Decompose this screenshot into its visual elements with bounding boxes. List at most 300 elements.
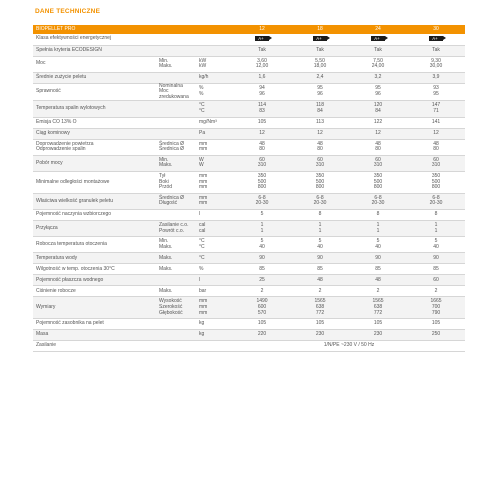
parameter-label-line: Wymiary: [36, 303, 56, 310]
table-row: [33, 264, 465, 275]
value-cell: [233, 155, 291, 171]
energy-class-badge: A+: [313, 36, 327, 41]
parameter-label-line: Sprawność: [36, 88, 61, 95]
value-cell-line: 350: [431, 173, 441, 180]
parameter-unit-line: mg/Nm³: [199, 118, 217, 125]
value-cell-line: 60: [259, 156, 265, 163]
value-cell: [291, 275, 349, 286]
value-cell: [407, 128, 465, 139]
model-column-header: 30: [407, 25, 465, 34]
parameter-label: [33, 319, 157, 330]
value-cell: [407, 56, 465, 72]
value-cell: [407, 83, 465, 101]
value-cell-line: 20-30: [429, 200, 443, 207]
value-cell: [349, 237, 407, 253]
value-cell: [407, 45, 465, 56]
value-cell-line: 1: [318, 227, 322, 234]
value-cell-line: 90: [375, 254, 381, 261]
value-cell-line: 96: [259, 91, 265, 98]
table-row: [33, 221, 465, 237]
parameter-sublabel: [157, 128, 197, 139]
parameter-label-line: Odprowadzenie spalin: [36, 146, 86, 153]
value-cell-line: 6-8: [374, 194, 382, 201]
parameter-label: [33, 172, 157, 194]
parameter-label-line: Pojemność płaszcza wodnego: [36, 276, 104, 283]
value-cell: [349, 172, 407, 194]
value-cell-line: 105: [257, 118, 267, 125]
value-cell-line: 500: [373, 178, 383, 185]
parameter-label-line: Doprowadzenie powietrza: [36, 140, 94, 147]
value-cell-line: 1: [260, 227, 264, 234]
value-cell: [233, 264, 291, 275]
value-cell-line: 3,60: [257, 57, 267, 64]
value-cell-line: 20-30: [313, 200, 327, 207]
parameter-unit-line: l: [199, 211, 201, 218]
table-body: [33, 34, 465, 352]
table-header-row: [33, 25, 465, 34]
parameter-unit-line: mm: [199, 146, 208, 153]
parameter-sublabel: [157, 172, 197, 194]
value-cell: [291, 128, 349, 139]
parameter-unit: [197, 172, 233, 194]
parameter-sublabel: [157, 237, 197, 253]
value-cell-line: 5: [376, 238, 380, 245]
model-column-header: 12: [233, 25, 291, 34]
parameter-unit-line: mm: [199, 178, 208, 185]
value-cell: [349, 330, 407, 341]
energy-class-cell: [349, 34, 407, 45]
parameter-sublabel: [157, 286, 197, 297]
value-cell: [407, 221, 465, 237]
value-cell-line: 48: [259, 140, 265, 147]
value-cell-line: 2: [376, 287, 380, 294]
parameter-unit-line: °C: [199, 108, 205, 115]
parameter-label: [33, 286, 157, 297]
value-cell: [291, 330, 349, 341]
parameter-label: [33, 275, 157, 286]
parameter-unit: [197, 237, 233, 253]
value-cell-line: 700: [431, 303, 441, 310]
value-cell-line: 5: [434, 238, 438, 245]
value-cell-line: 350: [257, 173, 267, 180]
value-cell-line: 40: [259, 243, 265, 250]
value-cell-line: 790: [431, 309, 441, 316]
value-cell-line: 310: [373, 162, 383, 169]
parameter-label: [33, 128, 157, 139]
value-cell-line: 20-30: [255, 200, 269, 207]
parameter-sublabel: [157, 210, 197, 221]
table-row: [33, 237, 465, 253]
value-cell-line: 12: [317, 129, 323, 136]
table-row: [33, 210, 465, 221]
value-cell-line: 60: [317, 156, 323, 163]
parameter-label-line: Emisja CO 13% O: [36, 118, 77, 125]
value-cell: [291, 264, 349, 275]
energy-class-badge: A+: [371, 36, 385, 41]
value-cell-line: 48: [375, 140, 381, 147]
value-cell-line: 8: [434, 211, 438, 218]
parameter-sublabel: [157, 155, 197, 171]
value-cell-line: 1565: [314, 298, 326, 305]
energy-class-badge: A+: [255, 36, 269, 41]
value-cell-line: 230: [315, 331, 325, 338]
value-cell: [233, 83, 291, 101]
value-cell-line: 105: [257, 320, 267, 327]
table-row: [33, 297, 465, 319]
table-row: [33, 56, 465, 72]
value-cell-line: 2: [260, 287, 264, 294]
value-cell: [349, 297, 407, 319]
value-cell-line: 6-8: [432, 194, 440, 201]
value-cell-line: 80: [259, 146, 265, 153]
value-cell-line: 12,00: [255, 63, 269, 70]
value-cell: [233, 172, 291, 194]
parameter-unit-line: mm: [199, 200, 208, 207]
value-cell: [291, 117, 349, 128]
parameter-sublabel: [157, 45, 197, 56]
energy-class-cell: [233, 34, 291, 45]
value-cell-line: 350: [373, 173, 383, 180]
parameter-sublabel: [157, 253, 197, 264]
value-cell: [349, 286, 407, 297]
value-cell-line: 90: [317, 254, 323, 261]
parameter-label-line: Przyłącza: [36, 224, 58, 231]
parameter-unit-line: bar: [199, 287, 207, 294]
parameter-sublabel: [157, 341, 197, 352]
value-cell: [291, 72, 349, 83]
parameter-sublabel-line: Maks.: [159, 287, 173, 294]
model-column-header: 18: [291, 25, 349, 34]
parameter-label: [33, 117, 157, 128]
value-cell-line: 95: [375, 85, 381, 92]
parameter-sublabel-line: Moc zredukowana: [159, 88, 189, 100]
parameter-unit-line: °C: [199, 238, 205, 245]
value-cell-line: 40: [317, 243, 323, 250]
parameter-label-line: Robocza temperatura otoczenia: [36, 241, 107, 247]
value-cell: [407, 330, 465, 341]
parameter-unit-line: kg/h: [199, 73, 209, 80]
parameter-label: [33, 221, 157, 237]
value-cell-line: Tak: [258, 46, 266, 53]
parameter-unit: [197, 341, 233, 352]
parameter-label-line: Temperatura spalin wylotowych: [36, 105, 106, 112]
parameter-sublabel: [157, 72, 197, 83]
parameter-label: [33, 34, 157, 45]
value-cell: [233, 193, 291, 209]
value-cell: [233, 237, 291, 253]
value-cell-line: 12: [259, 129, 265, 136]
parameter-unit-line: l: [199, 276, 201, 283]
value-cell-line: 12: [375, 129, 381, 136]
value-cell-line: 114: [258, 102, 266, 109]
value-cell-line: 147: [431, 102, 441, 109]
value-cell: [233, 117, 291, 128]
value-cell-line: 2,4: [316, 73, 324, 80]
parameter-sublabel: [157, 297, 197, 319]
value-cell-line: 105: [315, 320, 325, 327]
value-cell: [407, 72, 465, 83]
value-cell: [349, 139, 407, 155]
value-cell-line: 83: [259, 108, 265, 115]
value-cell: [349, 319, 407, 330]
parameter-sublabel: [157, 193, 197, 209]
value-cell-line: 96: [317, 91, 323, 98]
value-cell-line: 7,50: [373, 57, 383, 64]
parameter-label-line: Minimalne odległości montażowe: [36, 178, 110, 185]
parameter-sublabel: [157, 34, 197, 45]
value-cell: [407, 117, 465, 128]
value-cell-line: 1: [376, 222, 380, 229]
value-cell-line: 5: [260, 211, 264, 218]
table-row: [33, 286, 465, 297]
parameter-label: [33, 45, 157, 56]
parameter-unit: [197, 210, 233, 221]
parameter-sublabel-line: Maks.: [159, 265, 173, 272]
parameter-label: [33, 237, 157, 253]
value-cell-line: 1: [434, 222, 438, 229]
value-cell: [233, 45, 291, 56]
parameter-sublabel: [157, 56, 197, 72]
value-cell: [291, 237, 349, 253]
table-row: [33, 83, 465, 101]
value-cell: [407, 297, 465, 319]
value-cell: [291, 253, 349, 264]
parameter-sublabel: [157, 264, 197, 275]
value-cell: [233, 101, 291, 117]
value-cell: [407, 101, 465, 117]
parameter-unit-line: mm: [199, 303, 208, 310]
value-cell-line: 141: [431, 118, 441, 125]
value-cell-line: 1: [260, 222, 264, 229]
value-cell-line: 800: [373, 184, 383, 191]
value-cell-line: 12: [433, 129, 439, 136]
value-cell: [407, 264, 465, 275]
value-cell-line: 772: [373, 309, 383, 316]
parameter-sublabel-line: Powrót c.o.: [159, 227, 185, 234]
parameter-sublabel: [157, 139, 197, 155]
value-cell: [349, 128, 407, 139]
parameter-label-line: Pojemność naczynia wzbiorczego: [36, 211, 112, 218]
value-cell-line: 20-30: [371, 200, 385, 207]
parameter-unit: [197, 101, 233, 117]
energy-class-badge: A+: [429, 36, 443, 41]
value-cell: [349, 221, 407, 237]
parameter-unit-line: kg: [199, 320, 205, 327]
parameter-label-line: Średnie zużycie peletu: [36, 73, 87, 80]
value-cell: [407, 210, 465, 221]
table-row: [33, 275, 465, 286]
value-cell: [291, 83, 349, 101]
value-cell-line: 310: [315, 162, 325, 169]
value-cell: [291, 297, 349, 319]
value-cell-line: 80: [317, 146, 323, 153]
value-cell: [291, 56, 349, 72]
value-cell-line: 93: [433, 85, 439, 92]
value-cell: [233, 72, 291, 83]
value-cell: [349, 117, 407, 128]
value-cell-line: 25: [259, 276, 265, 283]
value-cell: [349, 83, 407, 101]
value-cell: [291, 155, 349, 171]
parameter-label: [33, 210, 157, 221]
value-cell-line: 95: [433, 91, 439, 98]
parameter-sublabel: [157, 221, 197, 237]
value-cell: [349, 275, 407, 286]
value-cell-line: 1565: [372, 298, 384, 305]
parameter-unit-line: kW: [199, 57, 207, 64]
value-cell-line: 800: [431, 184, 441, 191]
table-row: [33, 193, 465, 209]
parameter-unit: [197, 330, 233, 341]
parameter-unit-line: Pa: [199, 129, 206, 136]
value-cell-line: 40: [375, 243, 381, 250]
parameter-label: [33, 330, 157, 341]
value-cell-line: 500: [257, 178, 267, 185]
parameter-unit-line: %: [199, 85, 204, 92]
value-cell-line: 310: [431, 162, 441, 169]
technical-data-table: [33, 25, 465, 352]
parameter-sublabel-line: Min.: [159, 57, 169, 64]
parameter-label: [33, 193, 157, 209]
parameter-label-line: Ciąg kominowy: [36, 129, 70, 136]
section-title: DANE TECHNICZNE: [35, 8, 101, 15]
value-cell-line: 85: [433, 265, 439, 272]
table-row: [33, 155, 465, 171]
value-cell: [407, 155, 465, 171]
value-cell-line: 60: [375, 156, 381, 163]
product-name-header: BIOPELLET PRO: [33, 25, 233, 34]
parameter-unit-line: mm: [199, 140, 208, 147]
parameter-label-line: Klasa efektywności energetycznej: [36, 35, 112, 42]
parameter-label-line: Temperatura wody: [36, 254, 78, 261]
parameter-sublabel: [157, 319, 197, 330]
parameter-sublabel: [157, 330, 197, 341]
parameter-unit-line: mm: [199, 173, 208, 180]
table-row: [33, 253, 465, 264]
value-cell-line: 8: [376, 211, 380, 218]
parameter-unit: [197, 117, 233, 128]
parameter-unit-line: W: [199, 162, 204, 169]
parameter-label: [33, 83, 157, 101]
parameter-sublabel-line: Długość: [159, 200, 178, 207]
parameter-unit: [197, 275, 233, 286]
value-cell-line: 500: [431, 178, 441, 185]
value-cell: [349, 210, 407, 221]
value-cell-line: 105: [431, 320, 441, 327]
value-cell-line: 1665: [430, 298, 442, 305]
model-column-header: 24: [349, 25, 407, 34]
value-cell-line: 800: [257, 184, 267, 191]
value-cell-line: 310: [257, 162, 267, 169]
table-row: [33, 101, 465, 117]
value-cell: [407, 139, 465, 155]
value-cell: [233, 286, 291, 297]
table-row: [33, 45, 465, 56]
value-cell-line: Tak: [316, 46, 324, 53]
parameter-label-line: Spełnia kryteria ECODESIGN: [36, 46, 102, 53]
parameter-sublabel-line: Średnica Ø: [159, 140, 185, 147]
parameter-label-line: Moc: [36, 60, 46, 67]
value-cell-line: 84: [317, 108, 323, 115]
value-cell-line: 800: [315, 184, 325, 191]
value-cell: [291, 210, 349, 221]
value-cell: [233, 210, 291, 221]
value-cell-line: 2: [434, 287, 438, 294]
value-cell-line: 600: [257, 303, 267, 310]
value-cell-line: 570: [257, 309, 267, 316]
value-cell-line: 85: [375, 265, 381, 272]
value-cell: [291, 193, 349, 209]
parameter-unit: [197, 155, 233, 171]
value-cell: [233, 56, 291, 72]
value-cell-line: 1490: [256, 298, 268, 305]
parameter-sublabel-line: Maks.: [159, 162, 173, 169]
value-cell: [349, 56, 407, 72]
value-cell-line: Tak: [374, 46, 382, 53]
parameter-unit-line: kW: [199, 63, 207, 70]
value-cell: [291, 172, 349, 194]
value-cell-line: 90: [259, 254, 265, 261]
value-cell-line: 6-8: [258, 194, 266, 201]
parameter-sublabel-line: Szerokość: [159, 303, 183, 310]
value-cell-line: 60: [433, 156, 439, 163]
parameter-sublabel: [157, 275, 197, 286]
value-cell: [407, 172, 465, 194]
value-cell-line: 60: [433, 276, 439, 283]
table-row: [33, 319, 465, 330]
value-cell: [233, 275, 291, 286]
value-cell: [407, 237, 465, 253]
value-cell-line: 40: [433, 243, 439, 250]
value-cell-line: 48: [375, 276, 381, 283]
parameter-sublabel-line: Maks.: [159, 254, 173, 261]
value-cell-line: 5: [260, 238, 264, 245]
parameter-sublabel-line: Wysokość: [159, 298, 182, 305]
value-cell-line: 350: [315, 173, 325, 180]
value-cell-line: 5,50: [315, 57, 325, 64]
table-row: [33, 128, 465, 139]
table-row: [33, 330, 465, 341]
parameter-label: [33, 101, 157, 117]
value-cell-line: 113: [316, 118, 324, 125]
parameter-sublabel: [157, 101, 197, 117]
parameter-sublabel-line: Przód: [159, 184, 173, 191]
value-cell: [233, 330, 291, 341]
value-cell: [291, 101, 349, 117]
value-cell-line: 1: [434, 227, 438, 234]
parameter-label-line: Wilgotność w temp. otoczenia 30°C: [36, 265, 115, 272]
parameter-unit: [197, 286, 233, 297]
value-cell-line: 105: [373, 320, 383, 327]
value-cell: [291, 139, 349, 155]
parameter-unit-line: mm: [199, 184, 208, 191]
parameter-unit-line: %: [199, 91, 204, 98]
value-cell-line: 5: [318, 238, 322, 245]
parameter-unit: [197, 297, 233, 319]
value-cell-line: 80: [433, 146, 439, 153]
value-cell: [291, 45, 349, 56]
value-cell-line: 9,30: [431, 57, 441, 64]
value-cell: [233, 297, 291, 319]
parameter-unit: [197, 72, 233, 83]
value-cell-line: 8: [318, 211, 322, 218]
value-cell-line: 230: [373, 331, 383, 338]
value-cell: [291, 221, 349, 237]
table-row: [33, 172, 465, 194]
parameter-sublabel-line: Maks.: [159, 243, 173, 250]
value-cell: [349, 264, 407, 275]
parameter-unit-line: mm: [199, 194, 208, 201]
